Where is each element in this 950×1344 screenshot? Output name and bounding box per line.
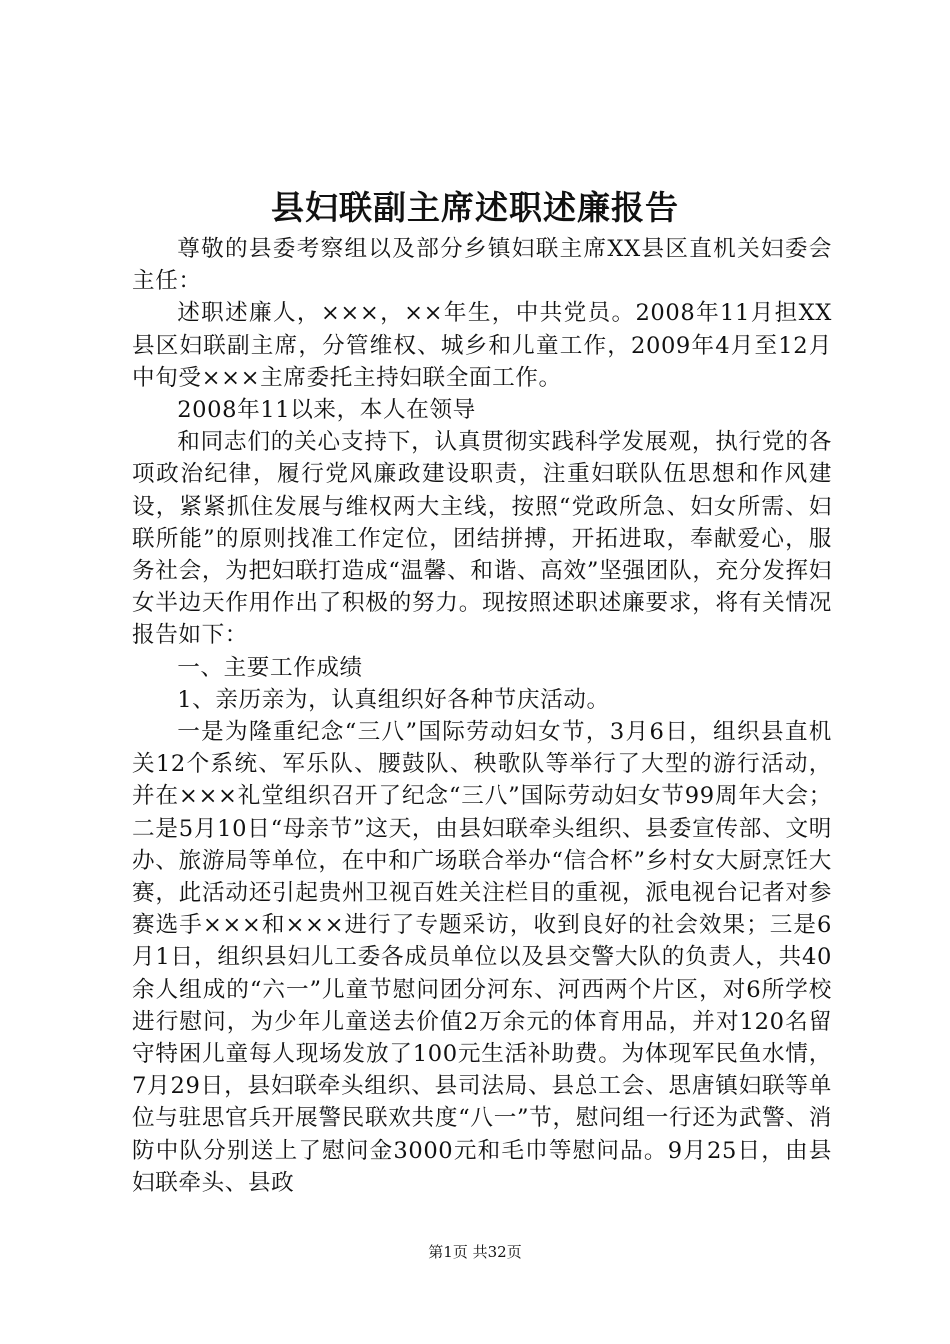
- body-paragraph: 一是为隆重纪念“三八”国际劳动妇女节，3月6日，组织县直机关12个系统、军乐队、腰鼓队、秧歌队等举行了大型的游行活动，并在×××礼堂组织召开了纪念“三八”国际劳动妇女节99周年大会；二是5月10日“母亲节”这天，由县妇联牵头组织、县委宣传部、文明办、旅游局等单位，在中和广场联合举办“信合杯”乡村女大厨烹饪大赛，此活动还引起贵州卫视百姓关注栏目的重视，派电视台记者对参赛选手×××和×××进行了专题采访，收到良好的社会效果；三是6月1日，组织县妇儿工委各成员单位以及县交警大队的负责人，共40余人组成的“六一”儿童节慰问团分河东、河西两个片区，对6所学校进行慰问，为少年儿童送去价值2万余元的体育用品，并对120名留守特困儿童每人现场发放了100元生活补助费。为体现军民鱼水情，7月29日，县妇联牵头组织、县司法局、县总工会、思唐镇妇联等单位与驻思官兵开展警民联欢共度“八一”节，慰问组一行还为武警、消防中队分别送上了慰问金3000元和毛巾等慰问品。9月25日，由县妇联牵头、县政: [132, 719, 832, 1196]
- body-paragraph: 和同志们的关心支持下，认真贯彻实践科学发展观，执行党的各项政治纪律，履行党风廉政建设职责，注重妇联队伍思想和作风建设，紧紧抓住发展与维权两大主线，按照“党政所急、妇女所需、妇联所能”的原则找准工作定位，团结拼搏，开拓进取，奉献爱心，服务社会，为把妇联打造成“温馨、和谐、高效”坚强团队，充分发挥妇女半边天作用作出了积极的努力。现按照述职述廉要求，将有关情况报告如下：: [132, 429, 832, 649]
- page-number-footer: 第1页 共32页: [428, 1243, 522, 1261]
- section-heading: 一、主要工作成绩: [177, 654, 363, 681]
- document-title: 县妇联副主席述职述廉报告: [271, 188, 679, 227]
- document-body: [132, 233, 832, 1199]
- salutation-paragraph: 尊敬的县委考察组以及部分乡镇妇联主席XX县区直机关妇委会主任：: [132, 236, 832, 295]
- body-paragraph: 2008年11以来，本人在领导: [177, 397, 476, 424]
- subsection-heading: 1、亲历亲为，认真组织好各种节庆活动。: [177, 686, 610, 713]
- body-paragraph: 述职述廉人，×××，××年生，中共党员。2008年11月担XX县区妇联副主席，分管维权、城乡和儿童工作，2009年4月至12月中旬受×××主席委托主持妇联全面工作。: [132, 300, 832, 391]
